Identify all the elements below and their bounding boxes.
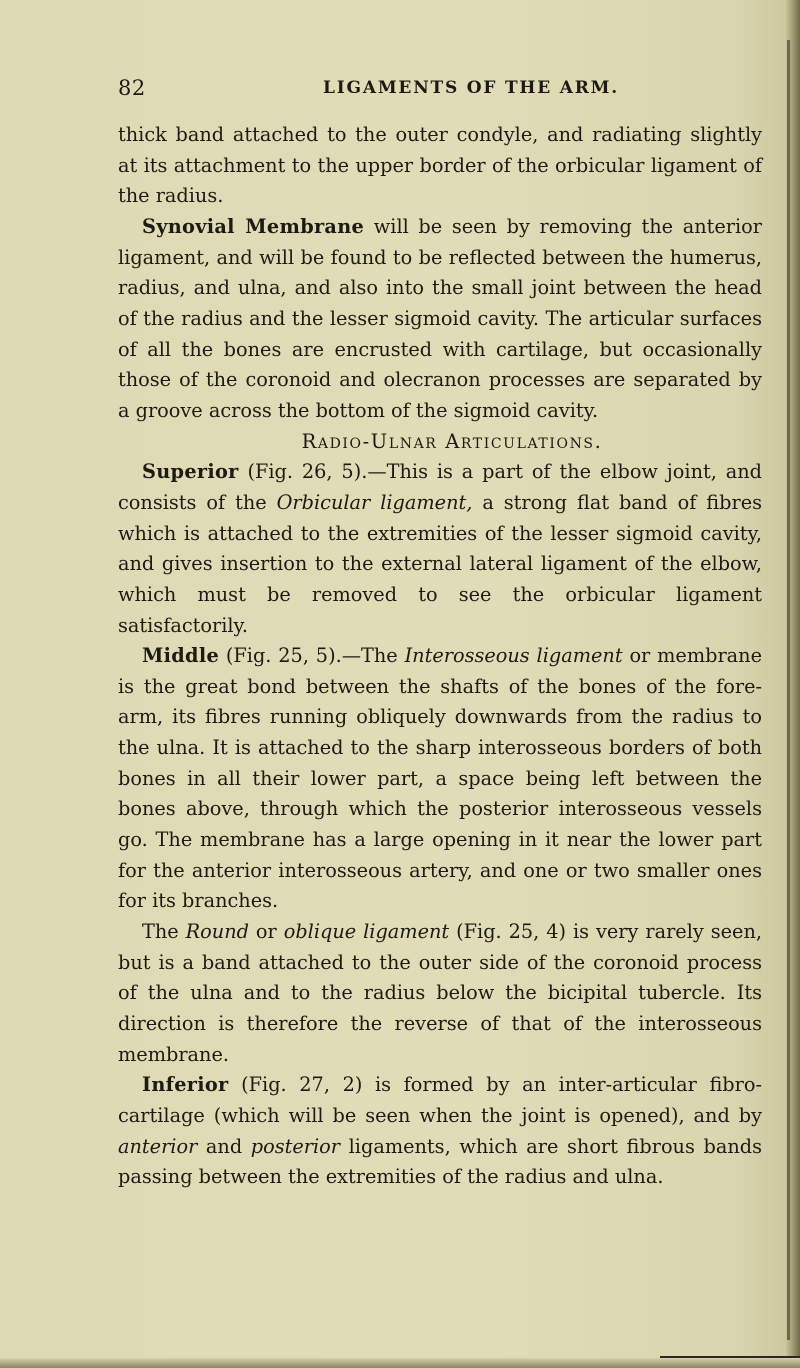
paragraph-text: (Fig. 25, 4) is very rarely seen, but is a band attached to the outer side of the coronoid process of the ulna and to the radius below the bicipital tubercle. Its direction is therefore the reverse of that of the interosseous membrane. bbox=[118, 920, 762, 1066]
paragraph-text: will be seen by removing the anterior ligament, and will be found to be reflected between the humerus, radius, and ulna, and also into the small joint between the head of the radius and the lesser sigmoid cavity. The articular surfaces of all the bones are encrusted with cartilage, but occasionally those of the coronoid and olecranon processes are separated by a groove across the bottom of the sigmoid cavity. bbox=[118, 214, 762, 422]
paragraph-text: The bbox=[142, 920, 186, 944]
paragraph-emphasis: Orbicular ligament, bbox=[276, 490, 473, 514]
paragraph-emphasis: posterior bbox=[250, 1134, 341, 1158]
paragraph-text: thick band attached to the outer condyle, and radiating slightly at its attachment to the upper border of the orbicular ligament of the radius. bbox=[118, 123, 762, 208]
paragraph-lead: Middle bbox=[142, 644, 220, 668]
paragraph-emphasis: Round bbox=[185, 920, 249, 944]
running-head: LIGAMENTS OF THE ARM. bbox=[323, 78, 620, 98]
paragraph-middle bbox=[118, 641, 762, 917]
paragraph-text: a strong flat band of fibres which is attached to the extremities of the lesser sigmoid cavity, and gives insertion to the external lateral ligament of the elbow, which must be removed to see the orbicular ligament satisfactorily. bbox=[118, 490, 763, 637]
paragraph-continuation bbox=[118, 120, 762, 212]
page-header bbox=[118, 76, 762, 102]
paragraph-inferior bbox=[118, 1070, 762, 1193]
section-title: Radio-Ulnar Articulations. bbox=[301, 429, 603, 453]
paragraph-text: and bbox=[197, 1134, 251, 1158]
book-gutter-line bbox=[787, 40, 790, 1340]
paragraph-text: (Fig. 25, 5).—The bbox=[219, 644, 405, 668]
paragraph-text: (Fig. 26, 5).—This is a part of the elbow joint, and consists of the bbox=[118, 460, 762, 514]
page-bottom-edge bbox=[0, 1358, 800, 1368]
paragraph-synovial-membrane bbox=[118, 212, 762, 427]
page-number: 82 bbox=[118, 76, 146, 100]
paragraph-emphasis: oblique ligament bbox=[283, 920, 450, 944]
paragraph-text: or membrane is the great bond between the shafts of the bones of the fore-arm, its fibres running obliquely downwards from the radius to the ulna. It is attached to the sharp interosseous borders of both bones in all their lower part, a space being left between the bones above, through which the posterior interosseous vessels go. The membrane has a large opening in it near the lower part for the anterior interosseous artery, and one or two smaller ones for its branches. bbox=[118, 644, 762, 913]
paragraph-text: (Fig. 27, 2) is formed by an inter-articular fibro-cartilage (which will be seen when the joint is opened), and by bbox=[118, 1073, 762, 1127]
paragraph-lead: Superior bbox=[142, 460, 239, 484]
paragraph-emphasis: Interosseous ligament bbox=[404, 644, 623, 668]
page-body bbox=[118, 120, 762, 1193]
paragraph-superior bbox=[118, 457, 762, 641]
paragraph-round-ligament bbox=[118, 917, 762, 1070]
page-bottom-line bbox=[660, 1356, 800, 1358]
paragraph-emphasis: anterior bbox=[118, 1134, 198, 1158]
paragraph-text: ligaments, which are short fibrous bands passing between the extremities of the radius and ulna. bbox=[118, 1134, 762, 1189]
paragraph-lead: Inferior bbox=[142, 1073, 229, 1097]
paragraph-text: or bbox=[248, 920, 284, 944]
paragraph-lead: Synovial Membrane bbox=[142, 214, 365, 238]
